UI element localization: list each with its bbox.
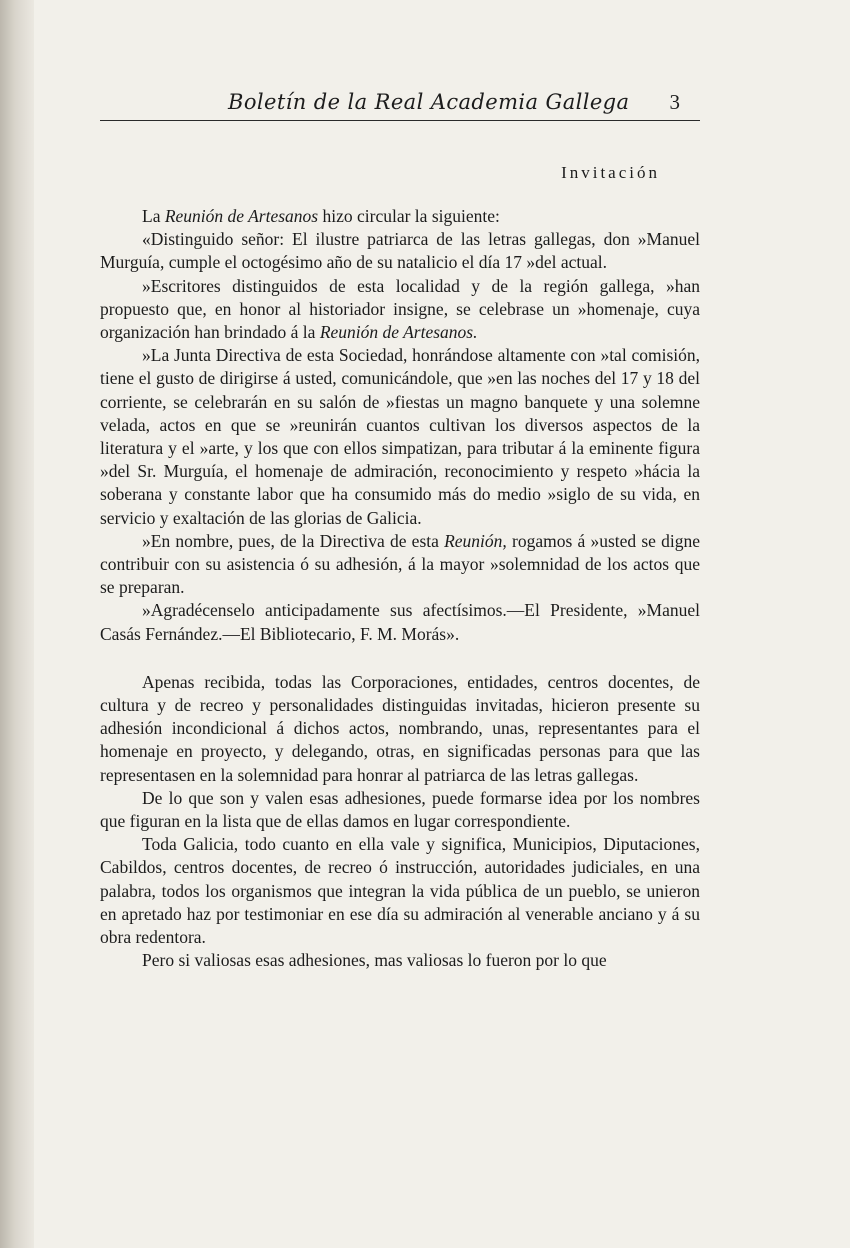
letter-p2-society: Reunión de Artesanos. — [319, 322, 478, 343]
letter-paragraph-5: »Agradécenselo anticipadamente sus afectísimos.—El Presidente, »Manuel Casás Fernández.—El Bibliotecario, F. M. Morás». — [100, 600, 700, 644]
book-binding-edge — [0, 0, 34, 1248]
letter-p4-after: rogamos á »usted se digne contribuir con su asistencia ó su adhesión, á la mayor »solemnidad de los actos que se preparan. — [100, 530, 700, 598]
intro-after: hizo circular la siguiente: — [318, 206, 500, 226]
section-heading: Invitación — [561, 163, 660, 182]
body-paragraph-4: Pero si valiosas esas adhesiones, mas valiosas lo fueron por lo que — [142, 950, 607, 971]
letter-paragraph-4 — [100, 530, 700, 600]
page-number: 3 — [669, 90, 680, 114]
letter-p4-before: »En nombre, pues, de la Directiva de esta — [142, 530, 445, 551]
letter-paragraph-1: «Distinguido señor: El ilustre patriarca de las letras gallegas, don »Manuel Murguía, cumple el octogésimo año de su natalicio el día 17 »del actual. — [100, 229, 700, 273]
invitation-letter — [100, 228, 700, 646]
letter-p4-society: Reunión, — [444, 530, 507, 551]
journal-title: Boletín de la Real Academia Gallega — [228, 90, 630, 114]
letter-p2-text: »Escritores distinguidos de esta localidad y de la región gallega, »han propuesto que, en honor al historiador insigne, se celebrase un »homenaje, cuya organización han brindado á la — [100, 275, 700, 343]
body-paragraph-3: Toda Galicia, todo cuanto en ella vale y significa, Municipios, Diputaciones, Cabildos, centros docentes, de recreo ó instrucción, autoridades judiciales, en una palabra, todos los organismos que integran la vida pública de un pueblo, se unieron en apretado haz por testimoniar en ese día su admiración al venerable anciano y á su obra redentora. — [100, 834, 700, 948]
letter-paragraph-3: »La Junta Directiva de esta Sociedad, honrándose altamente con »tal comisión, tiene el gusto de dirigirse á usted, comunicándole, que »en las noches del 17 y 18 del corriente, se celebrarán en su salón de »fiestas un magno banquete y una solemne velada, actos en que se »reunirán cuantos cultivan los diversos aspectos de la literatura y el »arte, y los que con ellos simpatizan, para tributar á la eminente figura »del Sr. Murguía, el homenaje de admiración, reconocimiento y respeto »hácia la soberana y constante labor que ha consumido más do medio »siglo de su vida, en servicio y exaltación de las glorias de Galicia. — [100, 345, 700, 528]
running-header — [100, 84, 700, 121]
body-paragraph-1: Apenas recibida, todas las Corporaciones, entidades, centros docentes, de cultura y de recreo y personalidades distinguidas invitadas, hicieron presente su adhesión incondicional á dichos actos, nombrando, unas, representantes para el homenaje en proyecto, y delegando, otras, en significadas personas para que las representasen en la solemnidad para honrar al patriarca de las letras gallegas. — [100, 671, 700, 785]
letter-paragraph-2 — [100, 275, 700, 345]
society-name: Reunión de Artesanos — [164, 206, 319, 226]
article-text — [100, 205, 700, 973]
intro-before: La — [142, 206, 165, 226]
page — [100, 84, 700, 1184]
body-paragraph-2: De lo que son y valen esas adhesiones, puede formarse idea por los nombres que figuran en la lista que de ellas damos en lugar correspondiente. — [100, 787, 700, 832]
intro-paragraph — [100, 205, 700, 228]
